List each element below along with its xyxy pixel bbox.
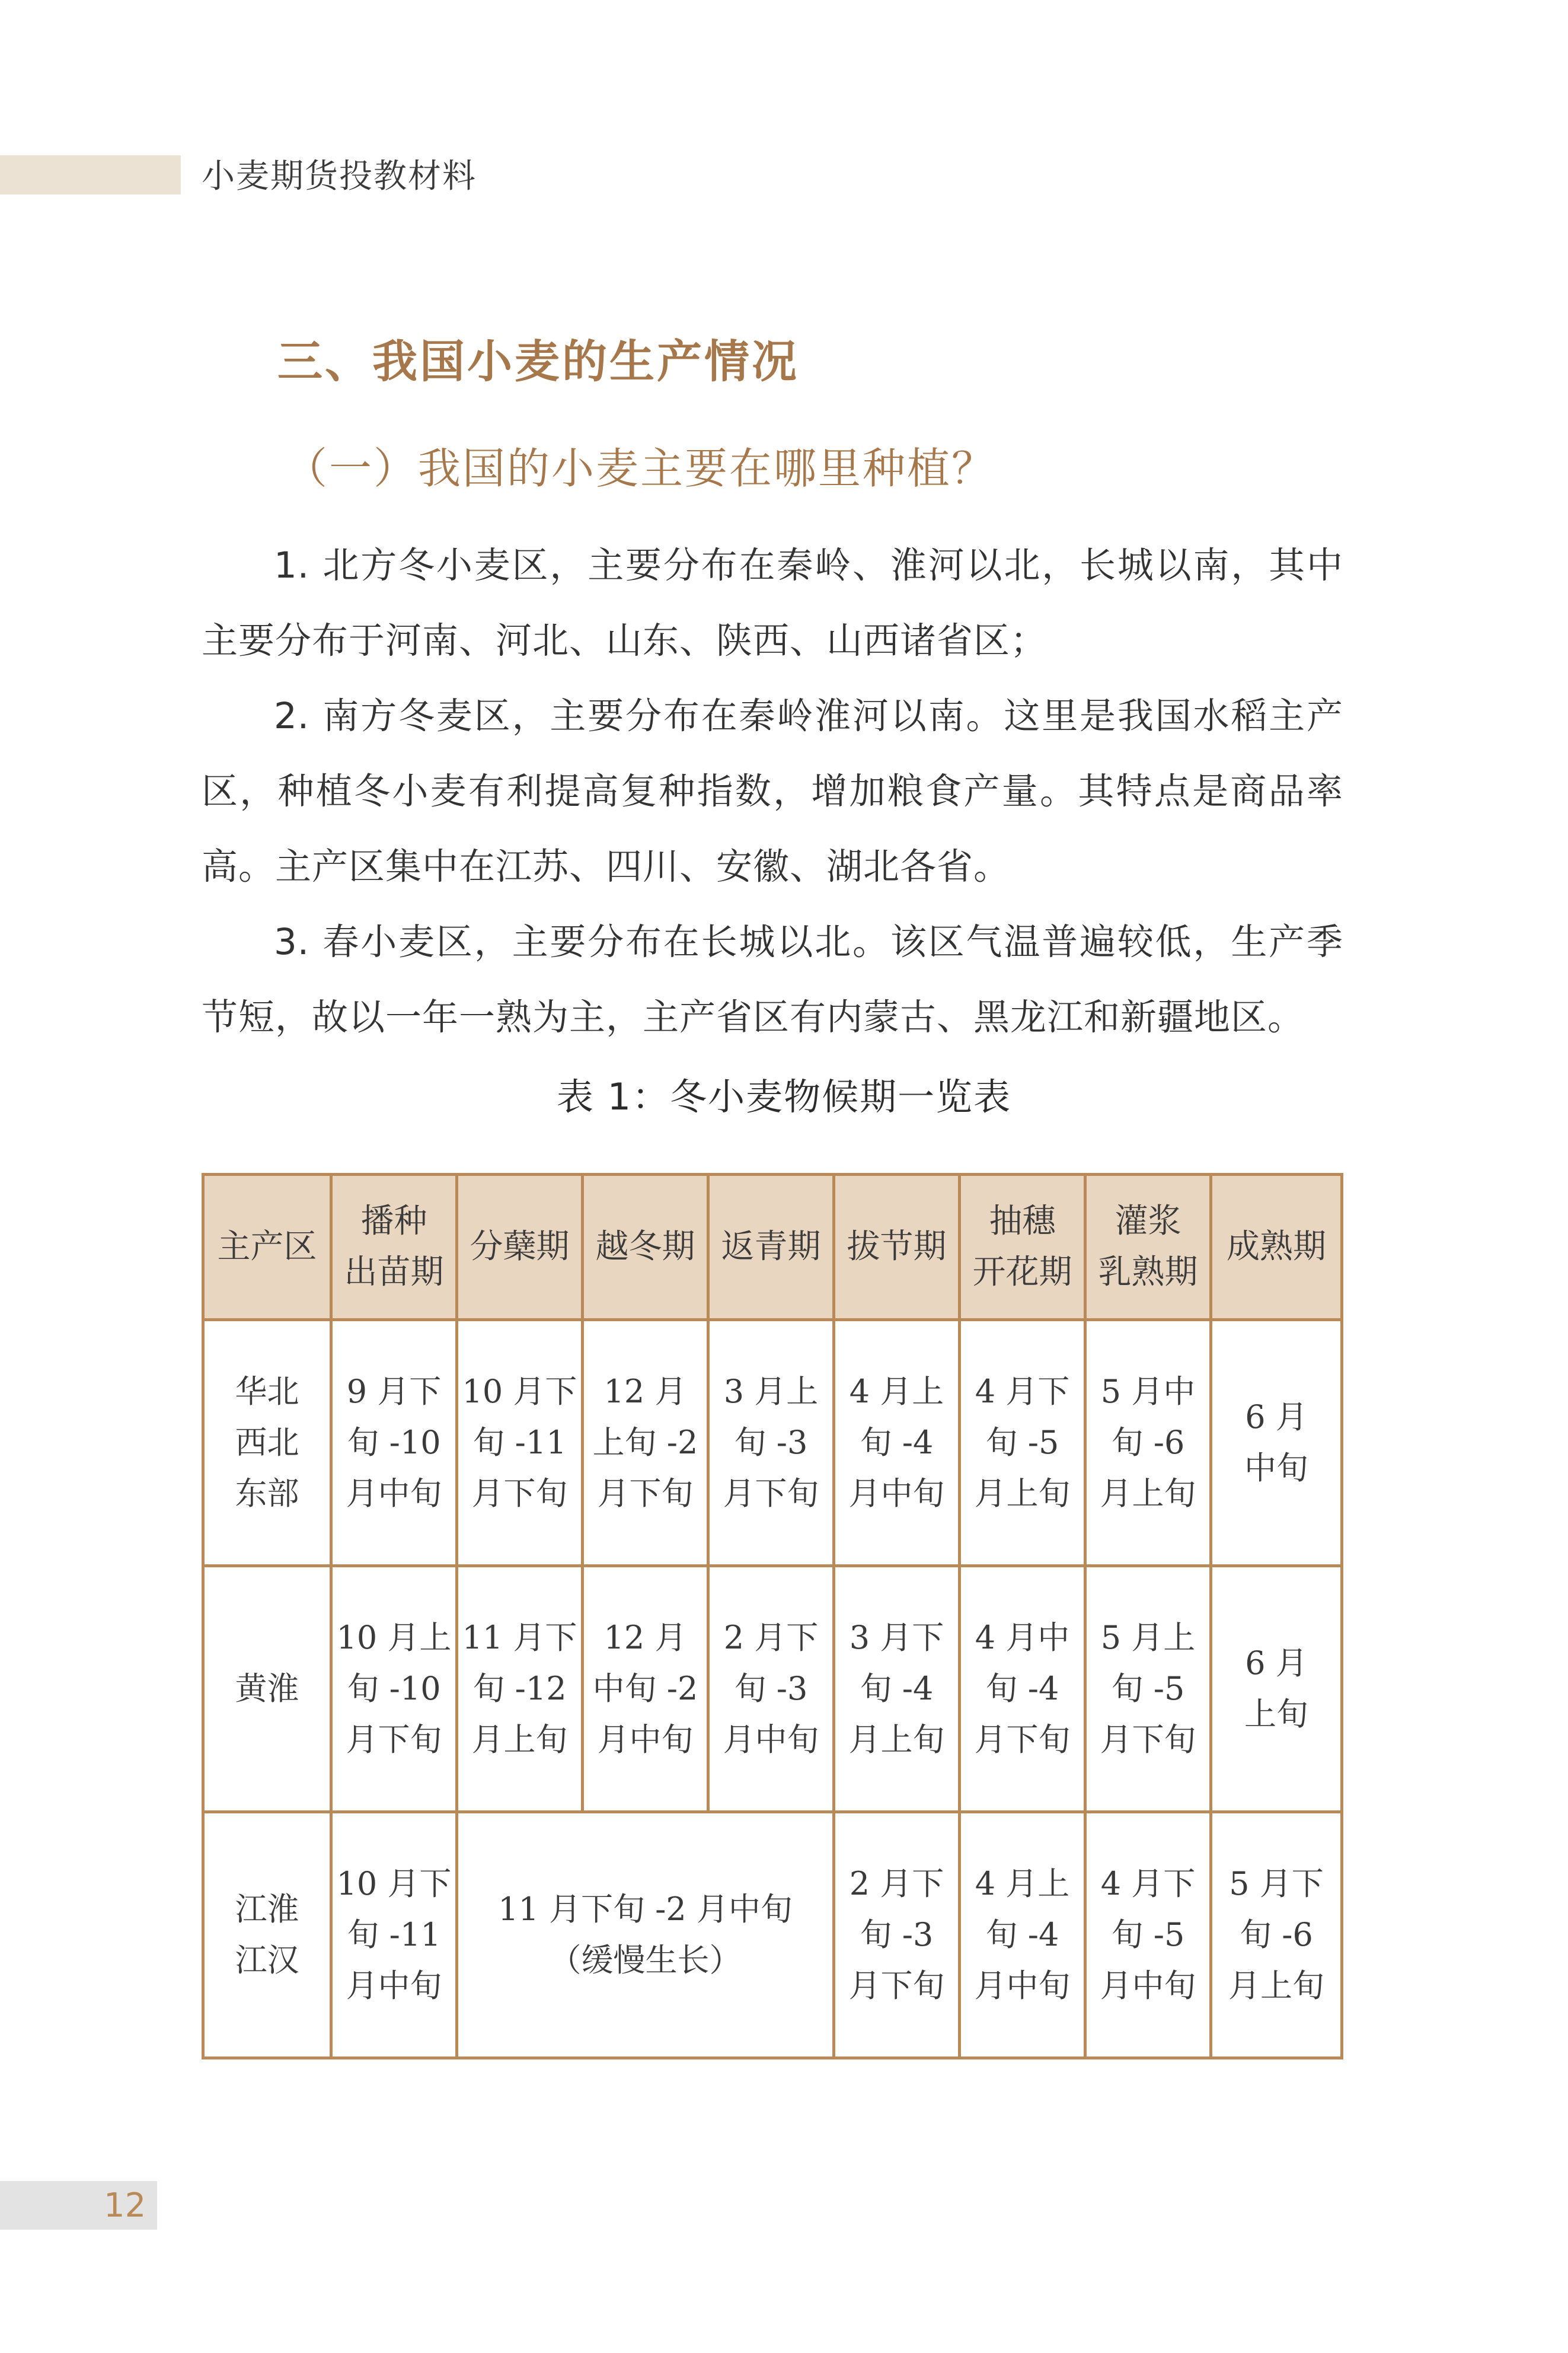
table-cell: 4 月上 旬 -4 月中旬 [834, 1320, 960, 1566]
phenology-table [202, 1173, 1343, 2059]
table-cell: 6 月 中旬 [1211, 1320, 1342, 1566]
table-cell: 4 月中 旬 -4 月下旬 [960, 1566, 1085, 1812]
region-cell: 黄淮 [203, 1566, 331, 1812]
table-cell: 2 月下 旬 -3 月下旬 [834, 1812, 960, 2058]
header-cell-greening: 返青期 [708, 1175, 834, 1320]
paragraph: 3. 春小麦区，主要分布在长城以北。该区气温普遍较低，生产季节短，故以一年一熟为主，主产省区有内蒙古、黑龙江和新疆地区。 [202, 921, 1343, 1038]
table-header-row [203, 1175, 1342, 1320]
table-cell: 12 月 中旬 -2 月中旬 [583, 1566, 708, 1812]
table-cell: 3 月下 旬 -4 月上旬 [834, 1566, 960, 1812]
table-cell: 3 月上 旬 -3 月下旬 [708, 1320, 834, 1566]
table-cell: 4 月上 旬 -4 月中旬 [960, 1812, 1085, 2058]
running-title: 小麦期货投教材料 [202, 157, 477, 196]
section-title: 三、我国小麦的生产情况 [277, 335, 799, 388]
header-cell-filling: 灌浆 乳熟期 [1085, 1175, 1211, 1320]
table-cell: 4 月下 旬 -5 月上旬 [960, 1320, 1085, 1566]
table-cell: 4 月下 旬 -5 月中旬 [1085, 1812, 1211, 2058]
table-cell: 12 月 上旬 -2 月下旬 [583, 1320, 708, 1566]
table-row [203, 1566, 1342, 1812]
header-cell-region: 主产区 [203, 1175, 331, 1320]
paragraph: 2. 南方冬麦区，主要分布在秦岭淮河以南。这里是我国水稻主产区，种植冬小麦有利提高复种指数，增加粮食产量。其特点是商品率高。主产区集中在江苏、四川、安徽、湖北各省。 [202, 695, 1343, 888]
table-cell: 6 月 上旬 [1211, 1566, 1342, 1812]
table-cell: 5 月中 旬 -6 月上旬 [1085, 1320, 1211, 1566]
table-cell: 10 月下 旬 -11 月中旬 [331, 1812, 457, 2058]
table-cell: 5 月上 旬 -5 月下旬 [1085, 1566, 1211, 1812]
table-row [203, 1320, 1342, 1566]
header-cell-sowing: 播种 出苗期 [331, 1175, 457, 1320]
paragraph: 1. 北方冬小麦区，主要分布在秦岭、淮河以北，长城以南，其中主要分布于河南、河北、山东、陕西、山西诸省区； [202, 544, 1343, 662]
table-caption: 表 1：冬小麦物候期一览表 [556, 1075, 1012, 1118]
table-cell: 2 月下 旬 -3 月中旬 [708, 1566, 834, 1812]
header-cell-tillering: 分蘖期 [457, 1175, 583, 1320]
table-cell: 10 月下 旬 -11 月下旬 [457, 1320, 583, 1566]
header-cell-jointing: 拔节期 [834, 1175, 960, 1320]
subsection-title: （一）我国的小麦主要在哪里种植？ [285, 444, 997, 493]
header-cell-heading: 抽穗 开花期 [960, 1175, 1085, 1320]
merged-overwintering-cell: 11 月下旬 -2 月中旬 （缓慢生长） [457, 1812, 834, 2058]
header-cell-overwintering: 越冬期 [583, 1175, 708, 1320]
header-accent-bar [0, 155, 181, 195]
body-text [202, 528, 1343, 1055]
region-cell: 江淮 江汉 [203, 1812, 331, 2058]
page-number: 12 [104, 2186, 146, 2225]
table-cell: 10 月上 旬 -10 月下旬 [331, 1566, 457, 1812]
table-cell: 11 月下 旬 -12 月上旬 [457, 1566, 583, 1812]
table-cell: 9 月下 旬 -10 月中旬 [331, 1320, 457, 1566]
table-row [203, 1812, 1342, 2058]
region-cell: 华北 西北 东部 [203, 1320, 331, 1566]
header-cell-maturity: 成熟期 [1211, 1175, 1342, 1320]
table-cell: 5 月下 旬 -6 月上旬 [1211, 1812, 1342, 2058]
